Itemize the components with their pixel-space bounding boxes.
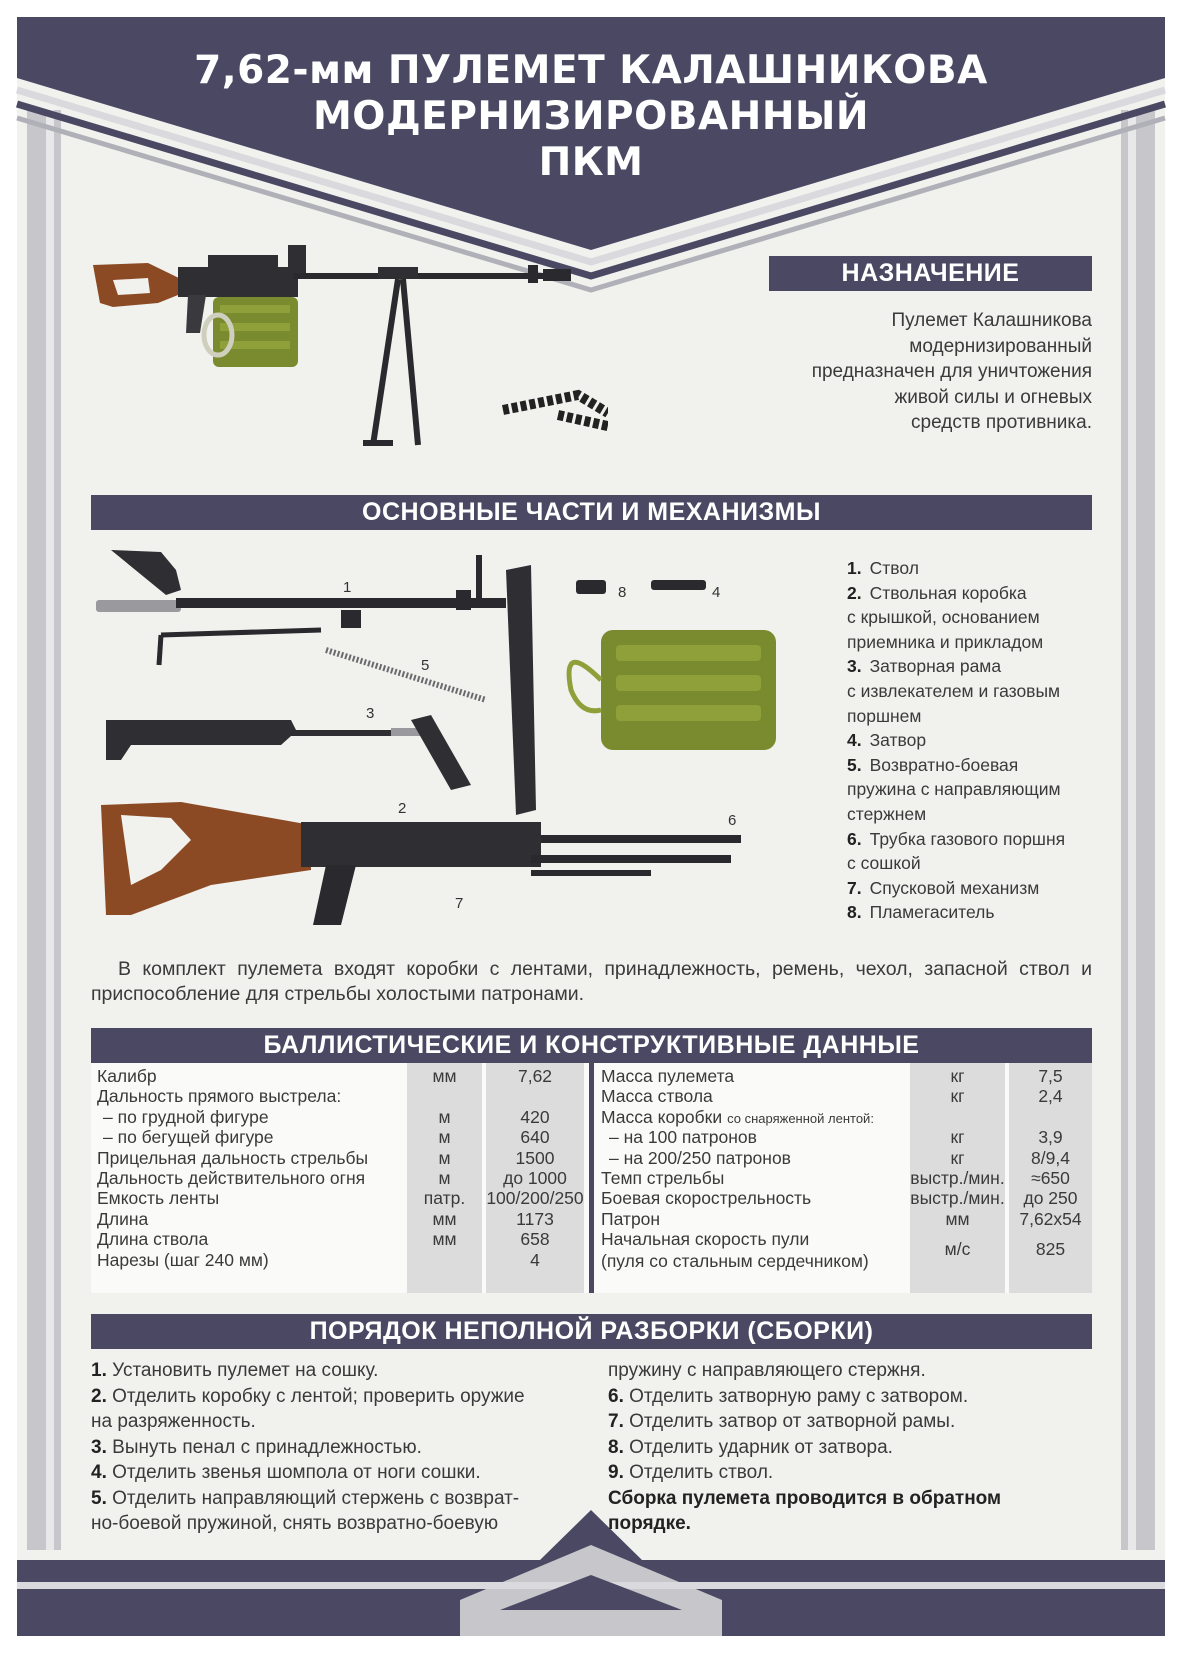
ballistics-value: до 1000 — [503, 1168, 567, 1188]
ballistics-label: Калибр — [97, 1066, 157, 1086]
ballistics-unit: выстр./мин. — [910, 1188, 1005, 1209]
parts-item: 4. Затвор — [847, 730, 927, 751]
page-title — [150, 48, 1032, 186]
purpose-heading: НАЗНАЧЕНИЕ — [841, 259, 1020, 287]
ballistics-label: Прицельная дальность стрельбы — [97, 1147, 369, 1168]
machine-gun-image — [88, 245, 608, 475]
purpose-text — [740, 308, 1092, 436]
ballistics-unit: кг — [950, 1147, 965, 1168]
ballistics-label: – по бегущей фигуре — [103, 1127, 274, 1148]
ballistics-value: 4 — [530, 1249, 540, 1270]
ballistics-label: Емкость ленты — [97, 1188, 220, 1209]
ballistics-unit: м — [438, 1106, 451, 1127]
ballistics-unit: м — [438, 1168, 451, 1188]
title-line-2: МОДЕРНИЗИРОВАННЫЙ — [312, 94, 870, 139]
step-item: 3. Вынуть пенал с принадлежностью. — [91, 1436, 422, 1458]
ballistics-unit: кг — [950, 1066, 965, 1086]
callout-1: 1 — [343, 579, 352, 596]
purpose-line: модернизированный — [909, 335, 1092, 357]
purpose-line: живой силы и огневых — [894, 386, 1092, 408]
ballistics-value: 1500 — [515, 1147, 555, 1168]
purpose-heading-bar — [769, 256, 1092, 291]
parts-item-line: поршнем — [847, 705, 922, 726]
parts-item: 7. Спусковой механизм — [847, 877, 1040, 898]
ballistics-unit: мм — [432, 1066, 457, 1086]
callout-8: 8 — [618, 584, 627, 601]
parts-diagram-image — [91, 540, 811, 950]
ballistics-unit: мм — [945, 1208, 970, 1229]
step-item: 6. Отделить затворную раму с затвором. — [608, 1385, 969, 1407]
ballistics-label: – на 100 патронов — [609, 1127, 757, 1148]
step-item: 2. Отделить коробку с лентой; проверить оружие — [91, 1385, 525, 1407]
ballistics-label: Длина ствола — [97, 1229, 209, 1250]
parts-item-line: с крышкой, основанием — [847, 607, 1040, 628]
ballistics-unit: мм — [432, 1208, 457, 1229]
callout-7: 7 — [455, 895, 464, 912]
assembly-note-line: порядке. — [608, 1513, 691, 1534]
step-item-line: пружину с направляющего стержня. — [608, 1360, 926, 1381]
title-line-1: 7,62-мм ПУЛЕМЕТ КАЛАШНИКОВА — [194, 48, 988, 93]
purpose-line: предназначен для уничтожения — [811, 361, 1092, 382]
step-item: 4. Отделить звенья шомпола от ноги сошки. — [91, 1462, 481, 1483]
parts-item-line: с извлекателем и газовым — [847, 680, 1061, 701]
ballistics-label: Дальность действительного огня — [97, 1168, 366, 1188]
ballistics-label: Патрон — [601, 1208, 661, 1229]
parts-heading-bar — [91, 495, 1092, 530]
ballistics-heading: БАЛЛИСТИЧЕСКИЕ И КОНСТРУКТИВНЫЕ ДАННЫЕ — [263, 1031, 920, 1059]
ballistics-heading-bar — [91, 1028, 1092, 1063]
parts-item: 8. Пламегаситель — [847, 902, 995, 923]
ballistics-label: Начальная скорость пули (пуля со стальным сердечником) — [601, 1229, 869, 1271]
ballistics-value: 420 — [520, 1106, 550, 1127]
step-item: 7. Отделить затвор от затворной рамы. — [608, 1411, 956, 1432]
callout-4: 4 — [712, 584, 721, 601]
table-divider — [589, 1063, 594, 1293]
ballistics-unit: м — [438, 1127, 451, 1148]
ballistics-unit: кг — [950, 1127, 965, 1148]
ballistics-label: – на 200/250 патронов — [609, 1147, 791, 1168]
disassembly-heading: ПОРЯДОК НЕПОЛНОЙ РАЗБОРКИ (СБОРКИ) — [309, 1317, 874, 1345]
ballistics-label: Масса ствола — [601, 1086, 713, 1107]
ballistics-value: 640 — [520, 1127, 550, 1148]
ballistics-label: Дальность прямого выстрела: — [97, 1086, 342, 1107]
ballistics-value: 2,4 — [1038, 1086, 1063, 1107]
title-line-3: ПКМ — [538, 140, 644, 185]
ballistics-unit: м/с — [944, 1239, 971, 1260]
ballistics-unit: патр. — [423, 1188, 466, 1209]
ballistics-label: Масса пулемета — [601, 1066, 735, 1086]
ballistics-value: 1173 — [516, 1208, 554, 1229]
ballistics-label: Длина — [97, 1208, 149, 1229]
ballistics-value: 3,9 — [1038, 1127, 1063, 1148]
purpose-line: средств противника. — [911, 412, 1092, 433]
purpose-line: Пулемет Калашникова — [891, 310, 1092, 331]
ballistics-label: Боевая скорострельность — [601, 1188, 812, 1209]
callout-2: 2 — [398, 800, 407, 817]
ballistics-value: 100/200/250 — [486, 1188, 584, 1209]
callout-6: 6 — [728, 812, 737, 829]
ballistics-label: Масса коробки со снаряженной лентой: — [601, 1106, 874, 1127]
ballistics-unit: выстр./мин. — [910, 1168, 1005, 1188]
ballistics-value: 7,62 — [517, 1066, 553, 1086]
ballistics-value: ≈650 — [1031, 1168, 1070, 1188]
parts-item-line: стержнем — [847, 803, 927, 824]
step-item: 1. Установить пулемет на сошку. — [91, 1360, 379, 1381]
ballistics-value: до 250 — [1023, 1188, 1078, 1209]
parts-heading: ОСНОВНЫЕ ЧАСТИ И МЕХАНИЗМЫ — [362, 498, 821, 526]
step-item: 5. Отделить направляющий стержень с возврат- — [91, 1487, 520, 1509]
assembly-note: Сборка пулемета проводится в обратном — [608, 1487, 1002, 1509]
parts-item: 3. Затворная рама — [847, 656, 1002, 677]
kit-description: В комплект пулемета входят коробки с лентами, принадлежность, ремень, чехол, запасной ствол и приспособление для стрельбы холостыми патронами. — [91, 958, 1093, 1005]
step-item-line: на разряженность. — [91, 1411, 256, 1432]
parts-item: 5. Возвратно-боевая — [847, 754, 1019, 775]
ballistics-unit: мм — [432, 1229, 457, 1250]
ballistics-unit: кг — [950, 1086, 965, 1107]
ballistics-value: 7,62х54 — [1019, 1208, 1082, 1229]
parts-item: 2. Ствольная коробка — [847, 582, 1027, 603]
disassembly-heading-bar — [91, 1314, 1092, 1349]
parts-list — [847, 556, 1127, 925]
ballistics-value: 825 — [1035, 1239, 1066, 1260]
parts-item: 6. Трубка газового поршня — [847, 828, 1066, 849]
ballistics-label: – по грудной фигуре — [103, 1106, 269, 1127]
parts-item-line: приемника и прикладом — [847, 631, 1044, 652]
ballistics-value: 7,5 — [1038, 1066, 1063, 1086]
ballistics-label: Темп стрельбы — [601, 1168, 725, 1188]
ballistics-value: 658 — [520, 1229, 550, 1250]
callout-5: 5 — [421, 657, 430, 674]
parts-item-line: с сошкой — [847, 853, 921, 874]
step-item-line: но-боевой пружиной, снять возвратно-боевую — [91, 1513, 499, 1534]
step-item: 9. Отделить ствол. — [608, 1462, 774, 1483]
ballistics-label: Нарезы (шаг 240 мм) — [97, 1249, 269, 1270]
ballistics-table — [91, 1063, 1092, 1293]
disassembly-steps-left — [91, 1358, 578, 1537]
parts-item-line: пружина с направляющим — [847, 779, 1061, 800]
disassembly-steps-right — [608, 1358, 1092, 1537]
step-item: 8. Отделить ударник от затвора. — [608, 1436, 893, 1458]
parts-item: 1. Ствол — [847, 558, 919, 578]
callout-3: 3 — [366, 705, 375, 722]
ballistics-unit: м — [438, 1147, 451, 1168]
ballistics-value: 8/9,4 — [1031, 1147, 1070, 1168]
